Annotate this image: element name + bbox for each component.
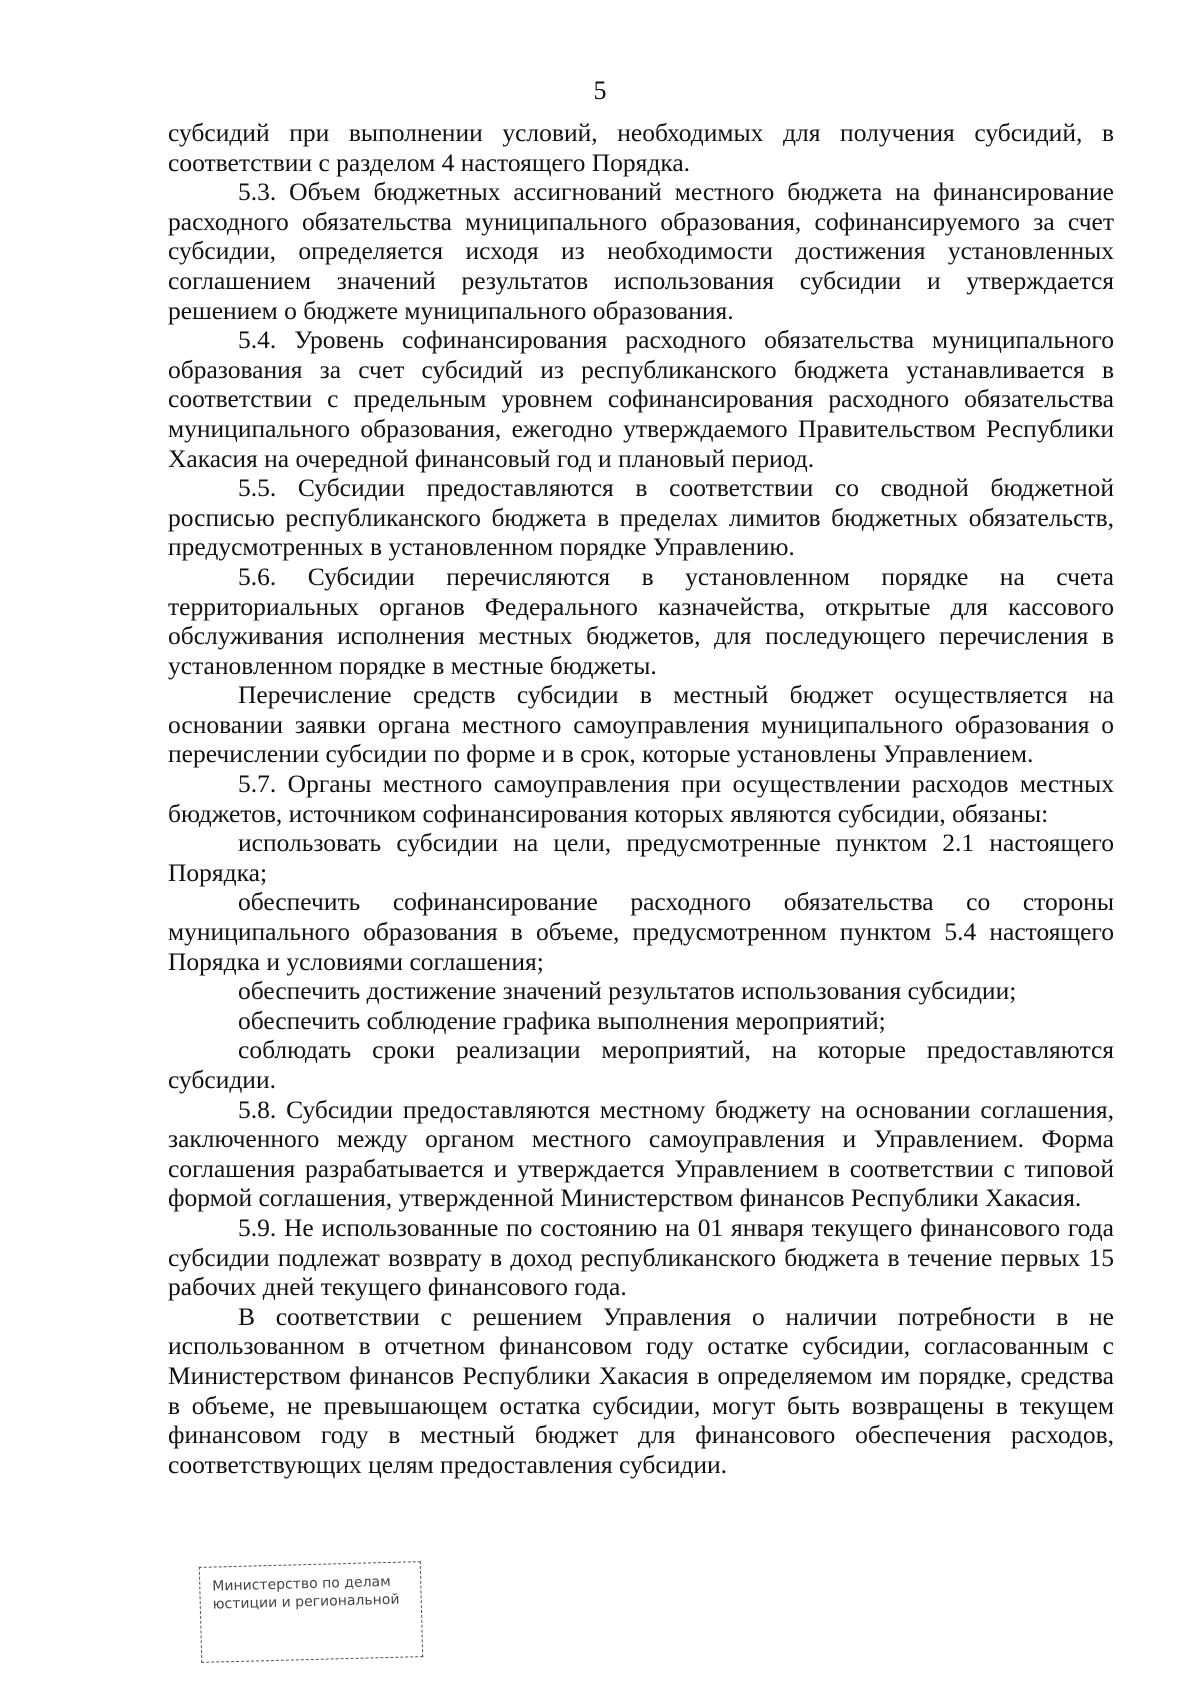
paragraph: субсидий при выполнении условий, необходимых для получения субсидий, в соответствии с разделом 4 настоящего Порядка. [168, 118, 1114, 177]
stamp-line: юстиции и региональной [212, 1591, 400, 1613]
page-number: 5 [593, 76, 607, 105]
paragraph: 5.5. Субсидии предоставляются в соответствии со сводной бюджетной росписью республиканского бюджета в пределах лимитов бюджетных обязательств, предусмотренных в установленном порядке Управлению. [168, 473, 1114, 562]
list-item: использовать субсидии на цели, предусмотренные пунктом 2.1 настоящего Порядка; [168, 828, 1114, 887]
list-item: обеспечить соблюдение графика выполнения мероприятий; [238, 1005, 886, 1035]
list-item: соблюдать сроки реализации мероприятий, на которые предоставляются субсидии. [168, 1035, 1114, 1094]
paragraph: 5.8. Субсидии предоставляются местному бюджету на основании соглашения, заключенного между органом местного самоуправления и Управлением. Форма соглашения разрабатывается и утверждается Управлением в соответствии с типовой формой соглашения, утвержденной Министерством финансов Республики Хакасия. [168, 1094, 1114, 1213]
paragraph: 5.3. Объем бюджетных ассигнований местного бюджета на финансирование расходного обязательства муниципального образования, софинансируемого за счет субсидии, определяется исходя из необходимости достижения установленных соглашением значений результатов использования субсидии и утверждается решением о бюджете муниципального образования. [168, 177, 1114, 325]
paragraph: 5.9. Не использованные по состоянию на 01 января текущего финансового года субсидии подлежат возврату в доход республиканского бюджета в течение первых 15 рабочих дней текущего финансового года. [168, 1212, 1114, 1302]
document-body [168, 118, 1114, 1479]
paragraph: В соответствии с решением Управления о наличии потребности в не использованном в отчетном финансовом году остатке субсидии, согласованным с Министерством финансов Республики Хакасия в определяемом им порядке, средства в объеме, не превышающем остатка субсидии, могут быть возвращены в текущем финансовом году в местный бюджет для финансового обеспечения расходов, соответствующих целям предоставления субсидии. [168, 1301, 1114, 1479]
list-item: обеспечить софинансирование расходного обязательства со стороны муниципального образования в объеме, предусмотренном пунктом 5.4 настоящего Порядка и условиями соглашения; [168, 887, 1114, 976]
paragraph: Перечисление средств субсидии в местный бюджет осуществляется на основании заявки органа местного самоуправления муниципального образования о перечислении субсидии по форме и в срок, которые установлены Управлением. [168, 680, 1114, 769]
stamp-line: Министерство по делам [212, 1573, 391, 1595]
paragraph: 5.4. Уровень софинансирования расходного обязательства муниципального образования за счет субсидий из республиканского бюджета устанавливается в соответствии с предельным уровнем софинансирования расходного обязательства муниципального образования, ежегодно утверждаемого Правительством Республики Хакасия на очередной финансовый год и плановый период. [168, 325, 1114, 473]
paragraph: 5.7. Органы местного самоуправления при осуществлении расходов местных бюджетов, источником софинансирования которых являются субсидии, обязаны: [168, 769, 1114, 828]
paragraph: 5.6. Субсидии перечисляются в установленном порядке на счета территориальных органов Федерального казначейства, открытые для кассового обслуживания исполнения местных бюджетов, для последующего перечисления в установленном порядке в местные бюджеты. [168, 561, 1114, 680]
list-item: обеспечить достижение значений результатов использования субсидии; [238, 976, 1017, 1006]
registration-stamp [199, 1561, 423, 1663]
